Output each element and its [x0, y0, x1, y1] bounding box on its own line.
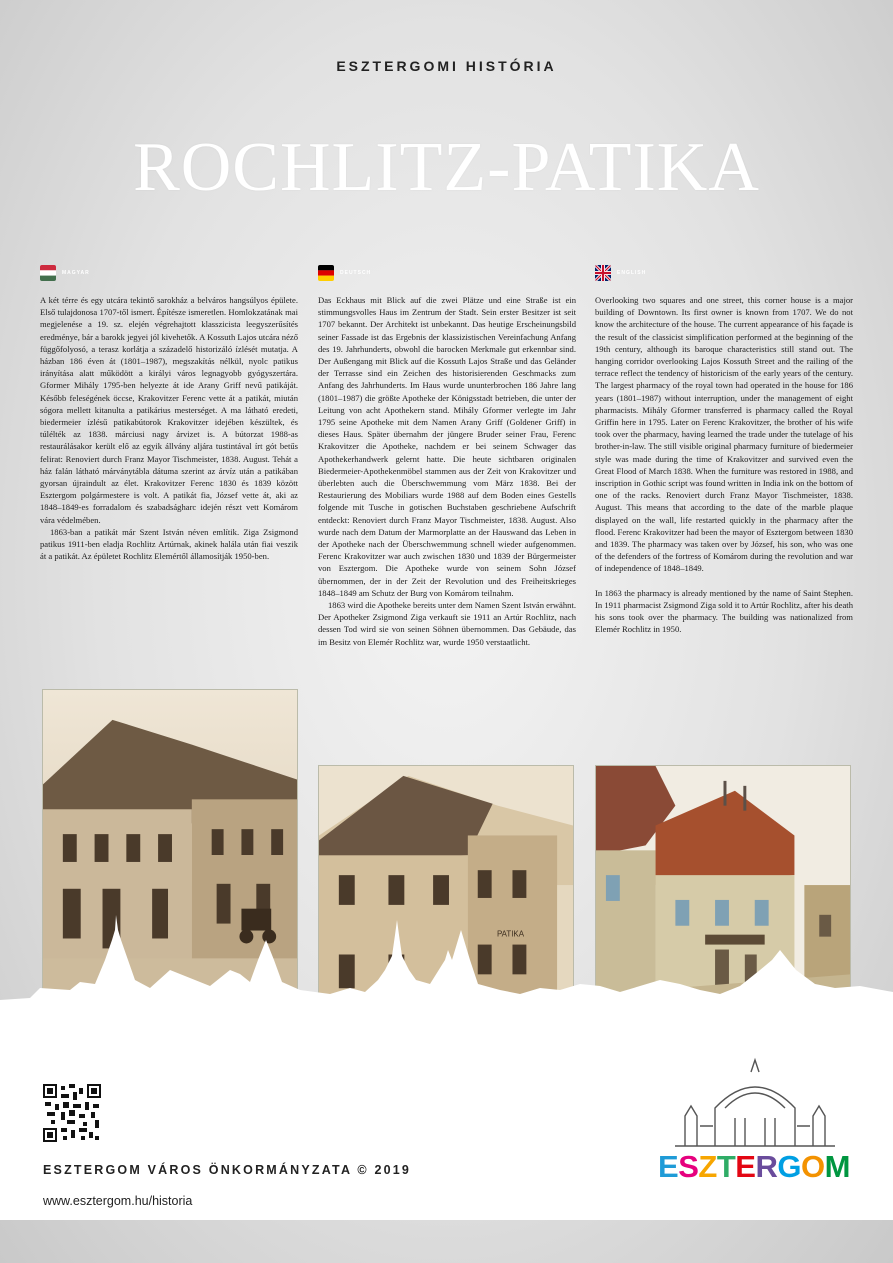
logo-letter: S — [678, 1149, 699, 1184]
logo-letter: O — [800, 1149, 825, 1184]
logo-letter: E — [735, 1149, 756, 1184]
logo-letter: Z — [698, 1149, 717, 1184]
language-label: ENGLISH — [617, 270, 647, 276]
article-text — [40, 294, 298, 562]
paragraph: 1863-ban a patikát már Szent István néven említik. Ziga Zsigmond patikus 1911-ben eladja Rochlitz Artúrnak, akinek halála után fiai veszik át a patikát. Az épületet Rochlitz Elemértől államosítják 1950-ben. — [40, 526, 298, 562]
column-hungarian — [40, 264, 298, 562]
esztergom-logo-text — [658, 1147, 850, 1187]
logo-letter: G — [777, 1149, 801, 1184]
paragraph: Das Eckhaus mit Blick auf die zwei Plätze und eine Straße ist ein stimmungsvolles Haus im Zentrum der Stadt. Sein erster Besitzer ist seit 1707 bekannt. Der Architekt ist unbekannt. Das heutige Erscheinungsbild seiner Fassade ist das Ergebnis der klassizistischen Vereinfachung Anfang des 19. Jahrhunderts, obwohl die barocken Merkmale gut erkennbar sind. Der Außengang mit Blick auf die Kossuth Lajos Straße und das Geländer der Terrasse sind ein Zeichen des historisierenden Geschmacks zum Anfang des Jahrhunderts. Im Haus wurde ununterbrochen 186 Jahre lang (1801–1987) die größte Apotheke der Königsstadt betrieben, die unter der Leitung von acht Apothekern stand. Mihály Gformer verlegte im Jahr 1795 seine Apotheke mit dem Namen Arany Griff (Goldener Griff) in dieses Haus. Später übernahm der jüngere Bruder seiner Frau, Ferenc Krakovitzer die Apotheke, nachdem er bei seinem Schwager das Apothekerhandwerk gelernt hatte. Die heute sichtbaren originalen Biedermeier-Apothekenmöbel stammen aus der Zeit von Krakovitzer und überlebten auch die Überschwemmung vom März 1838. Bei der Restaurierung des Mobiliars wurde 1988 auf dem Boden eines Gestells folgende mit Tusche in gotischen Buchstaben geschriebene Aufschrift entdeckt: Renoviert durch Franz Mayor Tischmeister, 1838. August. Also wurde nach dem Datum der Marmorplatte an der Hauswand das Leben in der Apotheke nach der Überschwemmung schnell wieder aufgenommen. Ferenc Krakovitzer war auch zwischen 1830 und 1839 der Bürgermeister von Esztergom. Die Apotheke wurde von seinem Sohn József übernommen, der in der Zeit der Revolution und des Freiheitskrieges 1848–1849 am Schutz der Burg von Komárom teilnahm. — [318, 295, 576, 598]
header-kicker: ESZTERGOMI HISTÓRIA — [336, 58, 557, 74]
uk-flag-icon — [595, 265, 611, 281]
logo-letter: M — [824, 1149, 850, 1184]
paragraph: A két térre és egy utcára tekintő sarokház a belváros hangsúlyos épülete. Első tulajdonosa 1707-től ismert. Építésze ismeretlen. Homlokzatának mai megjelenése a 19. sz. elején végrehajtott klasszicista leegyszerűsítés eredménye, bár a barokk jegyei jól kivehetők. A Kossuth Lajos utcára néző függőfolyosó, a terasz korlátja a századelő historizáló ízlését mutatja. A házban 186 éven át (1801–1987), megszakítás nélkül, nyolc patikus irányítása alatt működött a királyi város legnagyobb gyógyszertára. Gformer Mihály 1795-ben helyezte át ide Arany Griff nevű patikáját. Később feleségének öccse, Krakovitzer Ferenc vette át a patikát, miután sógora mellett kitanulta a patikárius mesterséget. A ma látható eredeti, biedermeier ízlésű patikabútorok Krakovitzer idejében készültek, és túlélték az 1838. márciusi nagy árvizet is. A bútorzat 1988-as restaurálásakor került elő az egyik állvány aljára tustintával írt gót betűs felirat: Renoviert durch Franz Mayor Tischmeister, 1838. August. Tehát a ház falán látható márványtábla dátuma szerint az árvíz után a patikában gyorsan újraindult az élet. Krakovitzer Ferenc 1830 és 1839 között Esztergom polgármestere is volt. A patikát fia, József vette át, aki az 1848–1849-es forradalom és szabadságharc idején részt vett Komárom vára védelmében. — [40, 295, 298, 525]
language-label: MAGYAR — [62, 270, 90, 276]
page-title: ROCHLITZ-PATIKA — [133, 129, 760, 206]
article-text — [318, 294, 576, 648]
qr-code-icon[interactable] — [43, 1084, 101, 1142]
paragraph: Overlooking two squares and one street, this corner house is a major building of Downtown. Its first owner is known from 1707. We do not know the architecture of the house. The current appearance of his façade is the result of the classicist simplification performed at the beginning of the 19th century, although its baroque characteristics still stand out. The hanging corridor overlooking Lajos Kossuth Street and the railing of the terrace reflect the tendency of historicism of the early years of the century. The largest pharmacy of the royal town had operated in the house for 186 years (1801–1987) without interruption, under the management of eight pharmacists. Mihály Gformer transferred is pharmacy called the Royal Griffin here in 1795. Later on Ferenc Krakovitzer, the brother of his wife took over the pharmacy, having learned the trade under the tutelage of his brother-in-law. The still visible original pharmacy furniture of biedermeier style was made during the time of Krakovitzer and survived even the Great Flood of March 1838. When the furniture was restored in 1988, and inscription in Gothic script was found written in India ink on the bottom of one of the racks. Renoviert durch Franz Mayor Tischmeister, 1838. August. This means that according to the date of the marble plaque displayed on the wall, life restarted quickly in the pharmacy after the flood. Ferenc Krakovitzer had been the mayor of Esztergom between 1830 and 1839. The pharmacy was taken over by József, his son, who was one of the defenders of the fortress of Komárom during the revolution and war of independence of 1848–1849. — [595, 295, 853, 574]
logo-letter: T — [716, 1149, 736, 1184]
language-heading-hu — [40, 264, 298, 282]
hungary-flag-icon — [40, 265, 56, 281]
paragraph: 1863 wird die Apotheke bereits unter dem Namen Szent István erwähnt. Der Apotheker Zsigmond Ziga verkauft sie 1911 an Artúr Rochlitz, nach dessen Tod wird sie von seinen Söhnen übernommen. Das Gebäude, das im Besitz von Elemér Rochlitz war, wurde 1950 verstaatlicht. — [318, 600, 576, 647]
footer-url-link[interactable]: www.esztergom.hu/historia — [43, 1194, 193, 1208]
column-german — [318, 264, 576, 648]
language-label: DEUTSCH — [340, 270, 372, 276]
patika-sign: PATIKA — [496, 929, 524, 939]
logo-letter: R — [755, 1149, 778, 1184]
article-text — [595, 294, 853, 635]
language-heading-en — [595, 264, 853, 282]
germany-flag-icon — [318, 265, 334, 281]
column-english — [595, 264, 853, 635]
paragraph: In 1863 the pharmacy is already mentioned by the name of Saint Stephen. In 1911 pharmacist Zsigmond Ziga sold it to Artúr Rochlitz, after his death his sons took over the pharmacy. The building was nationalized from Elemér Rochlitz in 1950. — [595, 587, 853, 635]
language-heading-de — [318, 264, 576, 282]
logo-letter: E — [658, 1149, 679, 1184]
footer-organization: ESZTERGOM VÁROS ÖNKORMÁNYZATA © 2019 — [43, 1163, 412, 1177]
